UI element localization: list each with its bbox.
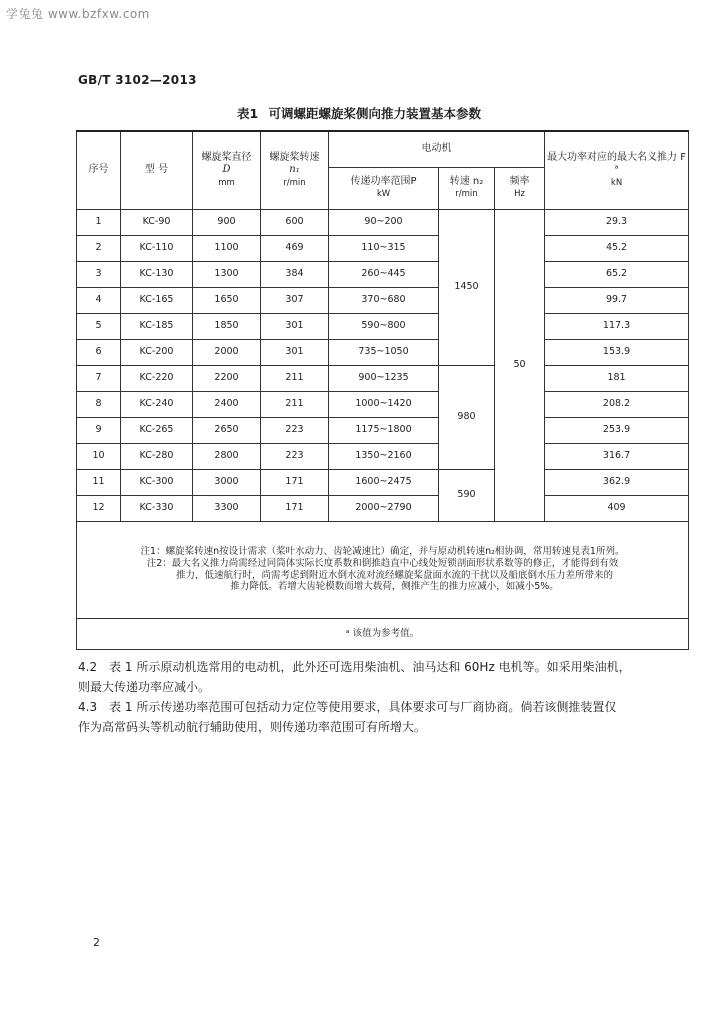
cell-power: 2000~2790 [329,495,439,521]
header-freq-unit: Hz [514,189,525,199]
cell-model: KC-110 [121,235,193,261]
cell-seq: 5 [77,313,121,339]
paragraph-4-2-line-1: 4.2 表 1 所示原动机选常用的电动机，此外还可选用柴油机、油马达和 60Hz 电机等。如采用柴油机， [78,660,631,674]
cell-speed: 307 [261,287,329,313]
header-thrust [545,131,689,209]
table-row [77,209,689,235]
table-row [77,261,689,287]
header-diameter-symbol: D [222,164,231,175]
header-speed-unit: r/min [283,177,306,188]
table-row [77,339,689,365]
cell-thrust: 29.3 [545,209,689,235]
cell-seq: 1 [77,209,121,235]
cell-diameter: 3300 [193,495,261,521]
page-number: 2 [93,936,100,949]
cell-power: 1350~2160 [329,443,439,469]
cell-speed: 469 [261,235,329,261]
cell-diameter: 1850 [193,313,261,339]
cell-rpm-590: 590 [439,469,495,521]
cell-seq: 12 [77,495,121,521]
cell-diameter: 3000 [193,469,261,495]
header-freq-name: 频率 [509,175,530,187]
cell-speed: 223 [261,417,329,443]
cell-power: 370~680 [329,287,439,313]
header-speed-symbol: n₁ [289,164,300,175]
watermark: 学兔兔 www.bzfxw.com [6,7,150,21]
header-power-name: 传递功率范围P [350,175,417,187]
cell-rpm-1450: 1450 [439,209,495,365]
cell-thrust: 45.2 [545,235,689,261]
cell-thrust: 153.9 [545,339,689,365]
cell-power: 1600~2475 [329,469,439,495]
cell-thrust: 181 [545,365,689,391]
cell-thrust: 117.3 [545,313,689,339]
table-row [77,287,689,313]
cell-speed: 301 [261,313,329,339]
note-1: 注1：螺旋桨转速n按设计需求（桨叶水动力、齿轮减速比）确定，并与原动机转速n₂相协调，常用转速見表1所列。 [140,545,625,557]
cell-diameter: 900 [193,209,261,235]
cell-power: 590~800 [329,313,439,339]
cell-thrust: 409 [545,495,689,521]
cell-speed: 171 [261,495,329,521]
paragraph-4-2-line-2: 则最大传递功率应减小。 [78,680,211,694]
paragraph-4-3 [78,697,688,737]
header-rpm-name: 转速 n₂ [449,175,484,187]
cell-freq-50: 50 [495,209,545,521]
table-row [77,365,689,391]
table-title [0,104,718,122]
cell-model: KC-90 [121,209,193,235]
cell-diameter: 2650 [193,417,261,443]
table-notes [77,521,689,618]
cell-seq: 11 [77,469,121,495]
cell-thrust: 362.9 [545,469,689,495]
document-code: GB/T 3102—2013 [78,73,197,87]
header-thrust-unit: kN [610,177,623,188]
table-row [77,443,689,469]
header-diameter-name: 螺旋桨直径 [201,151,252,163]
header-rpm-unit: r/min [455,189,478,199]
notes-row [77,521,689,618]
table-number: 表1 [236,106,259,121]
table-row [77,391,689,417]
table-row [77,495,689,521]
cell-model: KC-330 [121,495,193,521]
cell-speed: 223 [261,443,329,469]
paragraph-4-3-line-2: 作为高常码头等机动航行辅助使用，则传递功率范围可有所增大。 [78,720,427,734]
cell-diameter: 2400 [193,391,261,417]
table-row [77,235,689,261]
cell-thrust: 316.7 [545,443,689,469]
table-title-text: 可调螺距螺旋桨侧向推力装置基本参数 [268,106,482,121]
header-diameter-unit: mm [218,177,235,188]
paragraph-4-2 [78,657,688,697]
cell-power: 110~315 [329,235,439,261]
header-freq [495,167,545,209]
cell-model: KC-300 [121,469,193,495]
cell-speed: 600 [261,209,329,235]
header-motor: 电动机 [329,131,545,167]
cell-diameter: 1100 [193,235,261,261]
cell-seq: 6 [77,339,121,365]
note-2-line-3: 推力降低。若增大齿轮模数而增大载荷，侧推产生的推力应减小，如减小5%。 [230,581,559,593]
note-2-line-2: 推力，低速航行时，尚需考虑到附近水倒水流对流经螺旋桨盘面水流的干扰以及船底倒水压力差所带来的 [176,569,614,581]
paragraph-4-3-line-1: 4.3 表 1 所示传递功率范围可包括动力定位等使用要求，具体要求可与厂商协商。倘若该侧推装置仅 [78,700,617,714]
cell-power: 900~1235 [329,365,439,391]
cell-thrust: 208.2 [545,391,689,417]
cell-seq: 10 [77,443,121,469]
table-footnote: ᵃ 该值为参考值。 [77,618,689,649]
header-diameter [193,131,261,209]
cell-diameter: 1650 [193,287,261,313]
table-row [77,417,689,443]
parameter-table-wrapper [76,130,688,650]
cell-model: KC-240 [121,391,193,417]
cell-model: KC-200 [121,339,193,365]
cell-model: KC-220 [121,365,193,391]
table-row [77,469,689,495]
cell-seq: 9 [77,417,121,443]
header-power-unit: kW [376,189,391,199]
cell-model: KC-165 [121,287,193,313]
cell-model: KC-280 [121,443,193,469]
cell-power: 90~200 [329,209,439,235]
cell-thrust: 99.7 [545,287,689,313]
cell-power: 1000~1420 [329,391,439,417]
cell-diameter: 2800 [193,443,261,469]
cell-model: KC-185 [121,313,193,339]
cell-power: 735~1050 [329,339,439,365]
cell-speed: 384 [261,261,329,287]
cell-model: KC-265 [121,417,193,443]
cell-seq: 4 [77,287,121,313]
cell-diameter: 2200 [193,365,261,391]
footnote-row [77,618,689,649]
cell-diameter: 2000 [193,339,261,365]
cell-speed: 211 [261,391,329,417]
cell-speed: 171 [261,469,329,495]
cell-seq: 7 [77,365,121,391]
cell-power: 260~445 [329,261,439,287]
cell-speed: 211 [261,365,329,391]
cell-seq: 2 [77,235,121,261]
header-model: 型 号 [121,131,193,209]
header-power [329,167,439,209]
cell-thrust: 65.2 [545,261,689,287]
cell-model: KC-130 [121,261,193,287]
header-seq: 序号 [77,131,121,209]
note-2-line-1: 注2：最大名义推力尚需经过同筒体实际长度系数和倒推趋直中心线处短锁剖面形状系数等的修正，才能得到有效 [146,557,619,569]
cell-seq: 3 [77,261,121,287]
cell-diameter: 1300 [193,261,261,287]
header-speed-name: 螺旋桨转速 [269,151,320,163]
header-speed [261,131,329,209]
header-thrust-name: 最大功率对应的最大名义推力 F ᵃ [547,151,686,175]
header-rpm [439,167,495,209]
cell-thrust: 253.9 [545,417,689,443]
cell-seq: 8 [77,391,121,417]
cell-power: 1175~1800 [329,417,439,443]
table-row [77,313,689,339]
cell-speed: 301 [261,339,329,365]
parameter-table [76,130,689,650]
cell-rpm-980: 980 [439,365,495,469]
